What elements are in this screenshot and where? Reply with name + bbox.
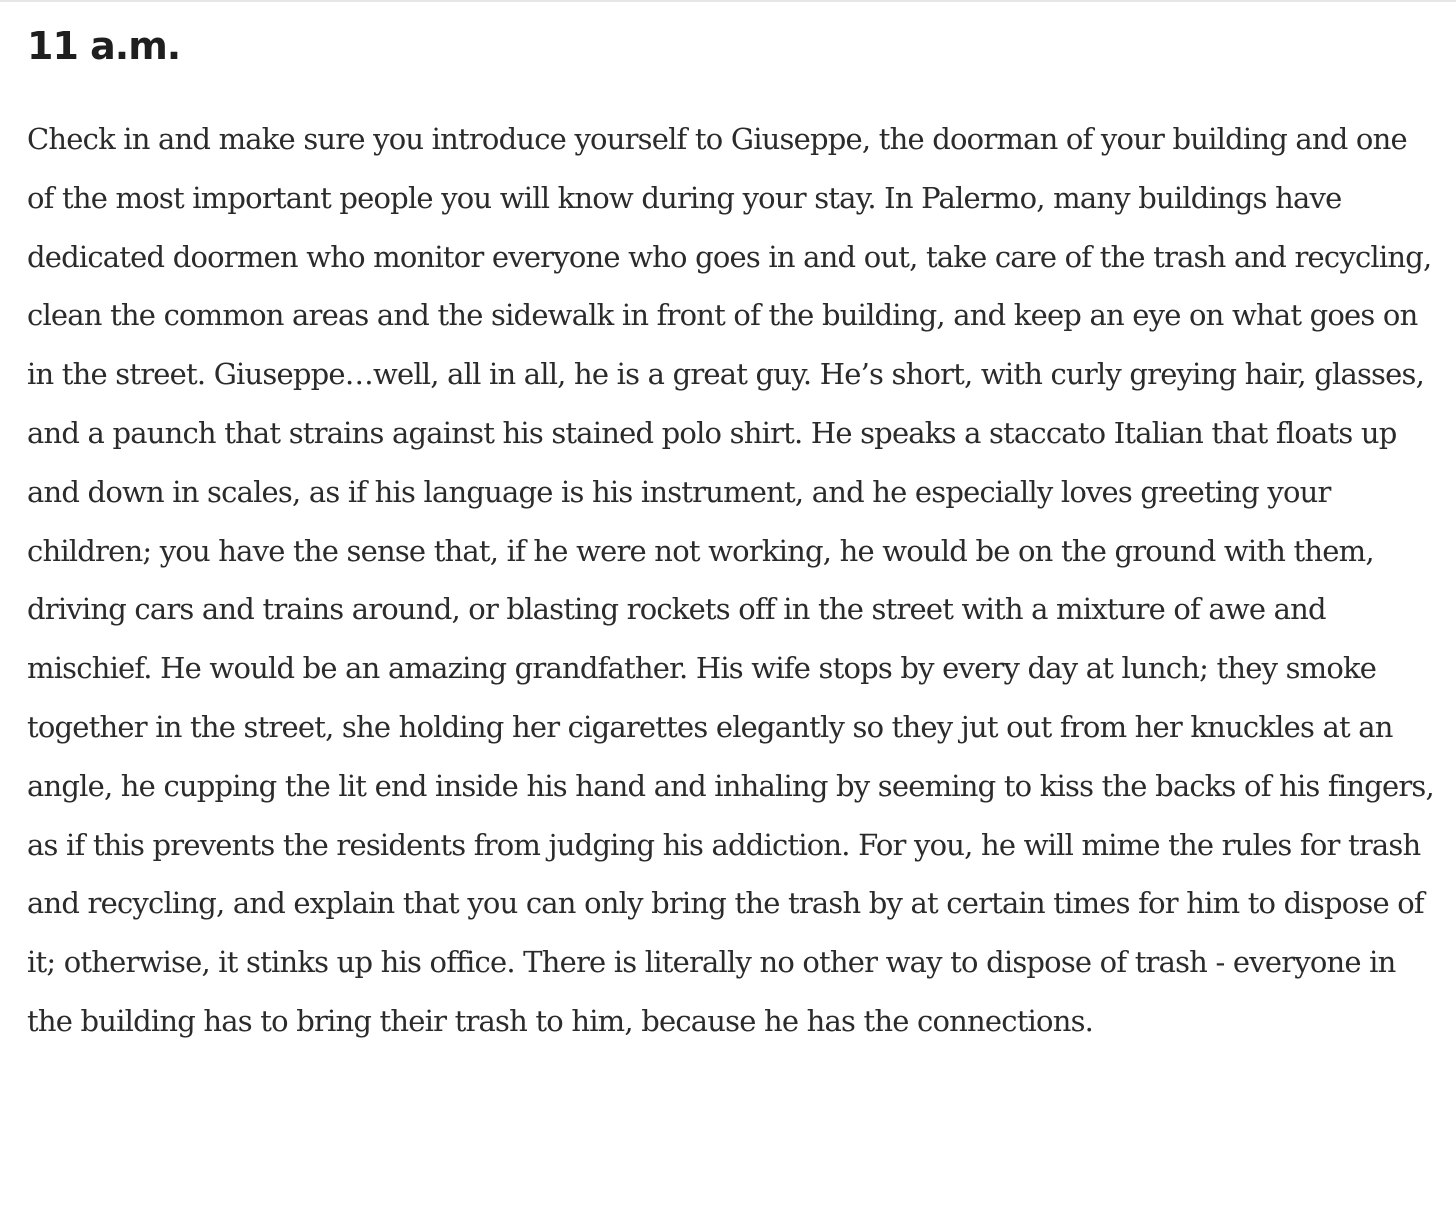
body-paragraph: Check in and make sure you introduce yourself to Giuseppe, the doorman of your building and one of the most important people you will know during your stay. In Palermo, many buildings have dedicated doormen who monitor everyone who goes in and out, take care of the trash and recycling, clean the common areas and the sidewalk in front of the building, and keep an eye on what goes on in the street. Giuseppe…well, all in all, he is a great guy. He’s short, with curly greying hair, glasses, and a paunch that strains against his stained polo shirt. He speaks a staccato Italian that floats up and down in scales, as if his language is his instrument, and he especially loves greeting your children; you have the sense that, if he were not working, he would be on the ground with them, driving cars and trains around, or blasting rockets off in the street with a mixture of awe and mischief. He would be an amazing grandfather. His wife stops by every day at lunch; they smoke together in the street, she holding her cigarettes elegantly so they jut out from her knuckles at an angle, he cupping the lit end inside his hand and inhaling by seeming to kiss the backs of his fingers, as if this prevents the residents from judging his addiction. For you, he will mime the rules for trash and recycling, and explain that you can only bring the trash by at certain times for him to dispose of it; otherwise, it stinks up his office. There is literally no other way to dispose of trash - everyone in the building has to bring their trash to him, because he has the connections.	[27, 122, 1434, 1038]
article-section	[27, 14, 1437, 1051]
section-heading: 11 a.m.	[27, 24, 181, 68]
top-divider	[0, 0, 1456, 2]
